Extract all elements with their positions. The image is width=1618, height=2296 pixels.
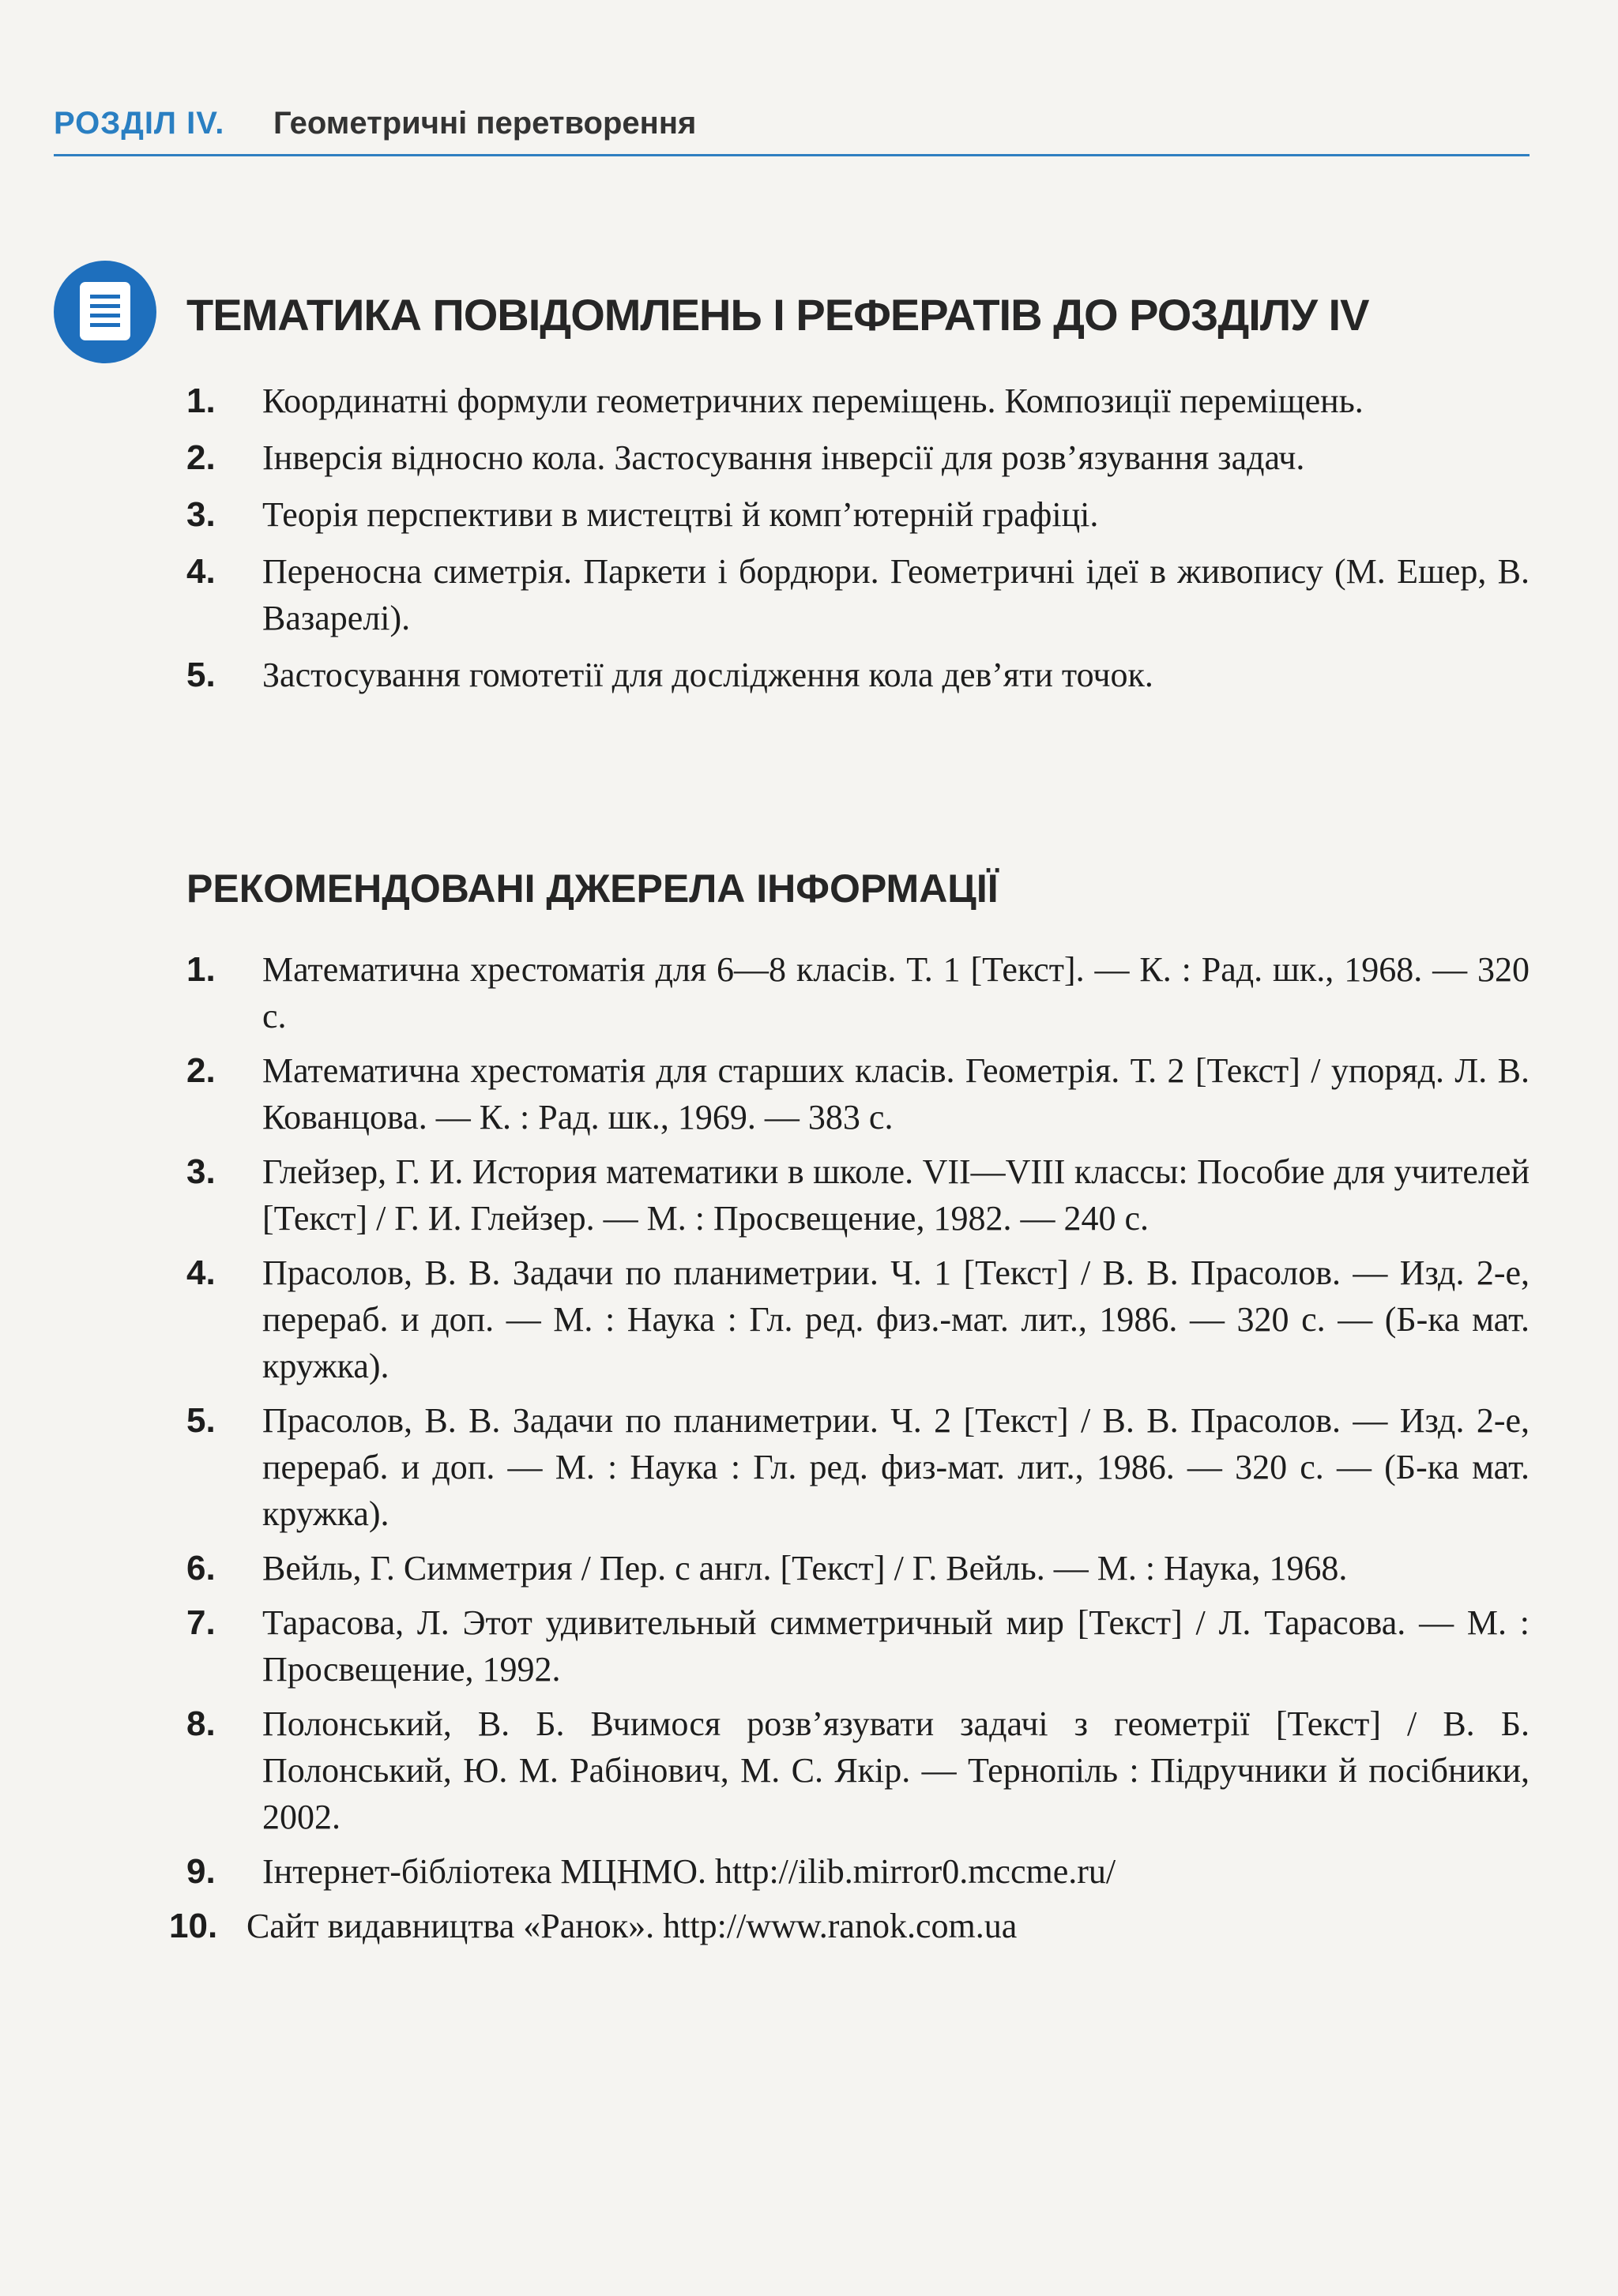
sources-section-title: РЕКОМЕНДОВАНІ ДЖЕРЕЛА ІНФОРМАЦІЇ bbox=[186, 866, 999, 911]
item-text: Глейзер, Г. И. История математики в школе. VII—VIII классы: Пособие для учителей [Текст] / Г. И. Глейзер. — М. : Просвещение, 1982. — 240 с. bbox=[262, 1152, 1530, 1238]
list-item bbox=[186, 1047, 1530, 1140]
item-text: Сайт видавництва «Ранок». http://www.ranok.com.ua bbox=[246, 1907, 1018, 1945]
item-number: 3. bbox=[186, 495, 216, 534]
item-number: 4. bbox=[186, 552, 216, 591]
list-item bbox=[186, 378, 1530, 424]
item-text: Інверсія відносно кола. Застосування інверсії для розв’язування задач. bbox=[262, 438, 1305, 477]
item-number: 2. bbox=[186, 438, 216, 477]
chapter-title: Геометричні перетворення bbox=[273, 106, 697, 141]
item-number: 2. bbox=[186, 1051, 216, 1090]
list-item bbox=[186, 1700, 1530, 1840]
list-item bbox=[186, 1848, 1530, 1895]
page-header bbox=[54, 101, 1530, 156]
item-number: 9. bbox=[186, 1852, 216, 1891]
item-number: 3. bbox=[186, 1152, 216, 1191]
item-number: 5. bbox=[186, 1401, 216, 1440]
sources-list bbox=[169, 946, 1530, 1957]
item-text: Математична хрестоматія для 6—8 класів. Т. 1 [Текст]. — К. : Рад. шк., 1968. — 320 с. bbox=[262, 950, 1530, 1035]
item-text: Координатні формули геометричних переміщень. Композиції переміщень. bbox=[262, 381, 1364, 420]
topics-section-title: ТЕМАТИКА ПОВІДОМЛЕНЬ І РЕФЕРАТІВ ДО РОЗДІЛУ IV bbox=[186, 290, 1369, 340]
list-item bbox=[186, 652, 1530, 698]
item-number: 8. bbox=[186, 1704, 216, 1743]
item-number: 6. bbox=[186, 1549, 216, 1588]
list-item bbox=[186, 946, 1530, 1039]
document-icon bbox=[54, 261, 156, 363]
list-item bbox=[186, 434, 1530, 481]
list-item bbox=[186, 1545, 1530, 1591]
item-text: Переносна симетрія. Паркети і бордюри. Геометричні ідеї в живопису (М. Ешер, В. Вазарелі). bbox=[262, 552, 1530, 637]
item-text: Тарасова, Л. Этот удивительный симметричный мир [Текст] / Л. Тарасова. — М. : Просвещение, 1992. bbox=[262, 1603, 1530, 1689]
topics-list bbox=[186, 378, 1530, 708]
list-item bbox=[169, 1903, 1530, 1949]
item-text: Прасолов, В. В. Задачи по планиметрии. Ч. 1 [Текст] / В. В. Прасолов. — Изд. 2-е, перераб. и доп. — М. : Наука : Гл. ред. физ.-мат. лит., 1986. — 320 с. — (Б-ка мат. кружка). bbox=[262, 1253, 1530, 1385]
list-item bbox=[186, 491, 1530, 538]
item-text: Інтернет-бібліотека МЦНМО. http://ilib.mirror0.mccme.ru/ bbox=[262, 1852, 1116, 1891]
item-text: Застосування гомотетії для дослідження кола дев’яти точок. bbox=[262, 656, 1153, 694]
item-number: 7. bbox=[186, 1603, 216, 1642]
item-text: Полонський, В. Б. Вчимося розв’язувати задачі з геометрії [Текст] / В. Б. Полонський, Ю. М. Рабінович, М. С. Якір. — Тернопіль : Підручники й посібники, 2002. bbox=[262, 1704, 1530, 1836]
list-item bbox=[186, 1599, 1530, 1693]
list-item bbox=[186, 1397, 1530, 1537]
item-number: 1. bbox=[186, 950, 216, 989]
item-number: 10. bbox=[169, 1907, 218, 1945]
item-text: Математична хрестоматія для старших класів. Геометрія. Т. 2 [Текст] / упоряд. Л. В. Кованцова. — К. : Рад. шк., 1969. — 383 с. bbox=[262, 1051, 1530, 1137]
chapter-label: РОЗДІЛ IV. bbox=[54, 106, 225, 141]
item-text: Теорія перспективи в мистецтві й комп’ютерній графіці. bbox=[262, 495, 1099, 534]
list-item bbox=[186, 1148, 1530, 1242]
item-text: Вейль, Г. Симметрия / Пер. с англ. [Текст] / Г. Вейль. — М. : Наука, 1968. bbox=[262, 1549, 1348, 1588]
item-number: 5. bbox=[186, 656, 216, 694]
item-text: Прасолов, В. В. Задачи по планиметрии. Ч. 2 [Текст] / В. В. Прасолов. — Изд. 2-е, перераб. и доп. — М. : Наука : Гл. ред. физ-мат. лит., 1986. — 320 с. — (Б-ка мат. кружка). bbox=[262, 1401, 1530, 1533]
item-number: 4. bbox=[186, 1253, 216, 1292]
list-item bbox=[186, 548, 1530, 641]
item-number: 1. bbox=[186, 381, 216, 420]
list-item bbox=[186, 1249, 1530, 1389]
